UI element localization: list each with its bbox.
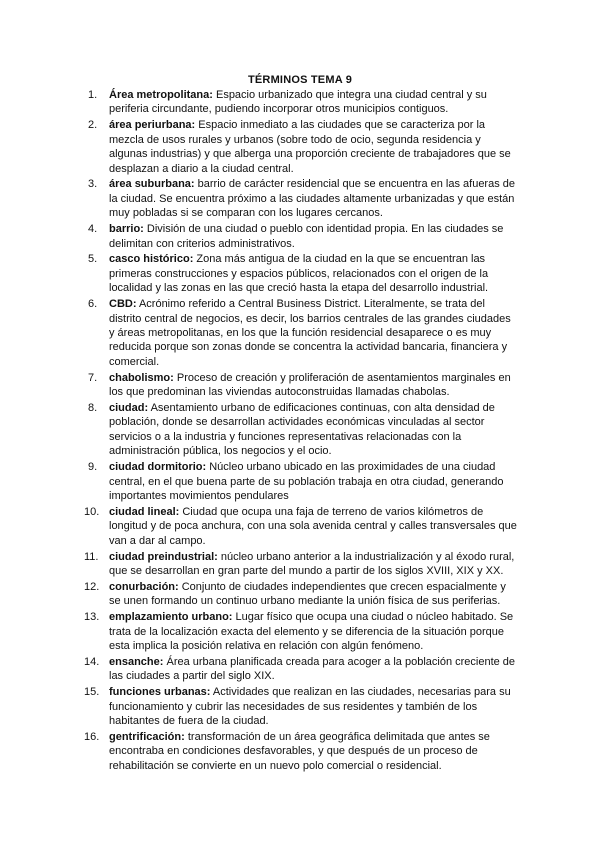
term-name: barrio: — [109, 223, 144, 236]
list-item — [88, 371, 518, 400]
term-definition: barrio de carácter residencial que se encuentra en las afueras de la ciudad. Se encuentra próximo a las ciudades altamente urbanizadas y que están muy pobladas si se comparan con los lugares cercanos. — [109, 178, 516, 220]
term-definition: Área urbana planificada creada para acoger a la población creciente de las ciudades a partir del siglo XIX. — [109, 655, 516, 683]
list-item — [88, 222, 518, 251]
term-name: área periurbana: — [109, 119, 196, 132]
term-name: ciudad dormitorio: — [109, 461, 207, 474]
item-number: 16. — [84, 730, 100, 743]
list-item — [88, 297, 518, 369]
term-name: área suburbana: — [109, 178, 195, 191]
term-definition: Espacio urbanizado que integra una ciudad central y su periferia circundante, pudiendo incorporar otros municipios contiguos. — [109, 89, 487, 116]
term-definition: núcleo urbano anterior a la industrialización y al éxodo rural, que se desarrollan en gran parte del mundo a partir de los siglos XVIII, XIX y XX. — [109, 550, 515, 577]
term-definition: Acrónimo referido a Central Business District. Literalmente, se trata del distrito central de negocios, es decir, los barrios centrales de las grandes ciudades y áreas metropolitanas, en los que la función residencial desaparece o es muy reducida porque son zonas donde se concentra la actividad bancaria, financiera y comercial. — [109, 298, 511, 368]
item-number: 7. — [88, 371, 98, 384]
term-definition: Núcleo urbano ubicado en las proximidades de una ciudad central, en el que buena parte de su población trabaja en otra ciudad, generando importantes movimientos pendulares — [109, 461, 504, 502]
list-item — [84, 550, 518, 579]
item-number: 10. — [84, 505, 100, 518]
term-definition: Actividades que realizan en las ciudades, necesarias para su funcionamiento y cubrir las necesidades de sus residentes y también de los habitantes de fuera de la ciudad. — [109, 686, 511, 728]
item-number: 1. — [88, 89, 98, 101]
terms-list — [84, 88, 518, 775]
list-item — [84, 730, 518, 773]
list-item — [88, 401, 518, 459]
term-definition: Conjunto de ciudades independientes que crecen espacialmente y se unen formando un continuo urbano mediante la unión física de sus periferias. — [109, 580, 506, 608]
term-name: ciudad lineal: — [109, 505, 180, 518]
term-definition: Ciudad que ocupa una faja de terreno de varios kilómetros de longitud y de poca anchura, con una sola avenida central y calles transversales que van a dar al campo. — [109, 505, 517, 547]
item-number: 14. — [84, 655, 100, 668]
list-item — [88, 177, 518, 220]
term-name: ensanche: — [109, 655, 164, 668]
list-item — [88, 252, 518, 295]
term-name: CBD: — [109, 298, 137, 311]
item-number: 13. — [84, 611, 100, 624]
item-number: 8. — [88, 402, 98, 415]
term-definition: transformación de un área geográfica delimitada que antes se encontraba en condiciones desfavorables, y que después de un proceso de rehabilitación se convierte en un nuevo polo comercial o residencial. — [109, 730, 490, 772]
list-item — [84, 580, 518, 609]
item-number: 4. — [88, 223, 98, 236]
term-name: funciones urbanas: — [109, 686, 211, 699]
list-item — [88, 460, 518, 503]
item-number: 11. — [84, 550, 99, 563]
term-definition: Asentamiento urbano de edificaciones continuas, con alta densidad de población, donde se desarrollan actividades económicas vinculadas al sector servicios o a la industria y funciones representativas relacionadas con la administración pública, los negocios y el ocio. — [109, 402, 495, 458]
term-definition: Zona más antigua de la ciudad en la que se encuentran las primeras construcciones y espacios públicos, relacionados con el origen de la localidad y las zonas en las que creció hasta la etapa del desarrollo industrial. — [109, 253, 489, 295]
list-item — [88, 118, 518, 176]
term-name: chabolismo: — [109, 371, 174, 384]
item-number: 5. — [88, 253, 98, 266]
item-number: 3. — [88, 178, 98, 191]
list-item — [84, 610, 518, 653]
term-name: gentrificación: — [109, 730, 185, 743]
list-item — [84, 655, 518, 684]
term-name: casco histórico: — [109, 253, 194, 266]
item-number: 12. — [84, 580, 100, 593]
term-definition: División de una ciudad o pueblo con identidad propia. En las ciudades se delimitan con criterios administrativos. — [109, 223, 504, 250]
term-definition: Espacio inmediato a las ciudades que se caracteriza por la mezcla de usos rurales y urbanos (sobre todo de ocio, segunda residencia y algunas industrias) y que alberga una proporción creciente de trabajadores que se desplazan a diario a la ciudad central. — [109, 119, 511, 175]
term-name: emplazamiento urbano: — [109, 611, 233, 624]
term-name: ciudad: — [109, 402, 149, 415]
list-item — [84, 685, 518, 728]
list-item — [84, 505, 518, 548]
item-number: 2. — [88, 119, 98, 132]
item-number: 15. — [84, 686, 100, 699]
term-name: Área metropolitana: — [109, 89, 213, 101]
term-name: conurbación: — [109, 580, 179, 593]
item-number: 6. — [88, 298, 98, 311]
page-title: TÉRMINOS TEMA 9 — [247, 74, 353, 86]
term-definition: Proceso de creación y proliferación de asentamientos marginales en los que predominan las viviendas autoconstruidas llamadas chabolas. — [109, 371, 511, 399]
term-name: ciudad preindustrial: — [109, 550, 218, 563]
list-item — [88, 88, 518, 117]
term-definition: Lugar físico que ocupa una ciudad o núcleo habitado. Se trata de la localización exacta del elemento y se diferencia de la situación porque esta implica la posición relativa en relación con algún fenómeno. — [109, 611, 514, 653]
item-number: 9. — [88, 461, 98, 474]
